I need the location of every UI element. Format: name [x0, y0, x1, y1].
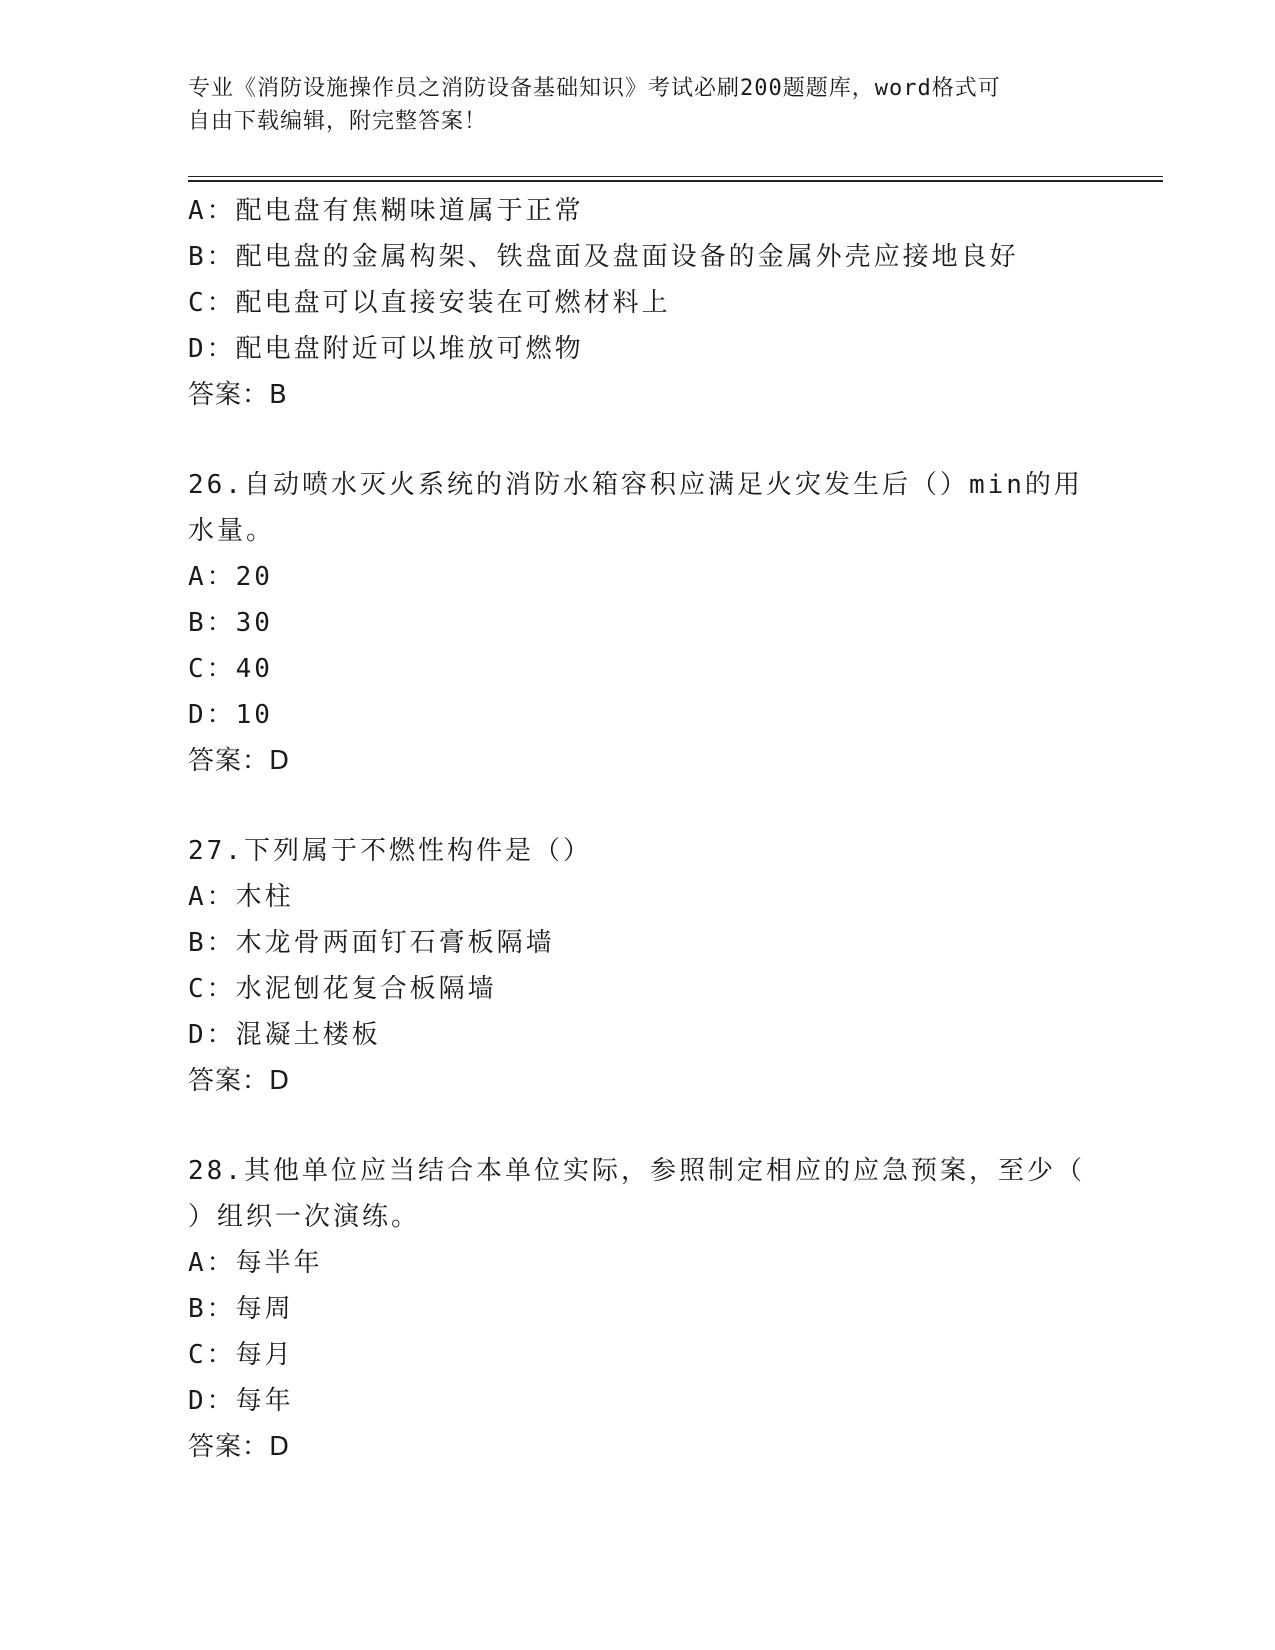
option-a: A：20: [188, 562, 273, 592]
header-line-2: 自由下载编辑，附完整答案！: [188, 109, 488, 134]
option-d: D：每年: [188, 1386, 294, 1416]
option-c: C：配电盘可以直接安装在可燃材料上: [188, 288, 671, 318]
question-27: [188, 828, 1088, 1104]
option-c: C：每月: [188, 1340, 294, 1370]
option-a: A：木柱: [188, 882, 294, 912]
option-d: D：混凝土楼板: [188, 1020, 381, 1050]
header-divider-thin: [188, 176, 1163, 177]
option-a: A：每半年: [188, 1248, 323, 1278]
question-25-continued: [188, 188, 1088, 418]
question-stem-line-1: 26.自动喷水灭火系统的消防水箱容积应满足火灾发生后（）min的用: [188, 470, 1083, 500]
question-stem-line-2: 水量。: [188, 516, 276, 546]
question-28: [188, 1148, 1088, 1470]
option-c: C：40: [188, 654, 273, 684]
option-b: B：每周: [188, 1294, 294, 1324]
question-26: [188, 462, 1088, 784]
header-divider-thick: [188, 180, 1163, 182]
option-b: B：配电盘的金属构架、铁盘面及盘面设备的金属外壳应接地良好: [188, 242, 1019, 272]
option-c: C：水泥刨花复合板隔墙: [188, 974, 497, 1004]
question-stem-line-2: ）组织一次演练。: [188, 1202, 421, 1232]
header-line-1: 专业《消防设施操作员之消防设备基础知识》考试必刷200题题库，word格式可: [188, 76, 1001, 101]
answer-line: 答案：D: [188, 746, 291, 776]
option-a: A：配电盘有焦糊味道属于正常: [188, 196, 584, 226]
option-b: B：30: [188, 608, 273, 638]
answer-line: 答案：D: [188, 1066, 291, 1096]
spacer: [188, 1104, 1088, 1148]
answer-line: 答案：D: [188, 1432, 291, 1462]
spacer: [188, 418, 1088, 462]
spacer: [188, 784, 1088, 828]
option-b: B：木龙骨两面钉石膏板隔墙: [188, 928, 555, 958]
question-stem-line-1: 28.其他单位应当结合本单位实际，参照制定相应的应急预案，至少（: [188, 1156, 1085, 1186]
answer-line: 答案：B: [188, 380, 288, 410]
document-header: [188, 72, 1088, 138]
question-stem-line-1: 27.下列属于不燃性构件是（）: [188, 836, 592, 866]
option-d: D：10: [188, 700, 273, 730]
option-d: D：配电盘附近可以堆放可燃物: [188, 334, 584, 364]
question-list: [188, 188, 1088, 1470]
